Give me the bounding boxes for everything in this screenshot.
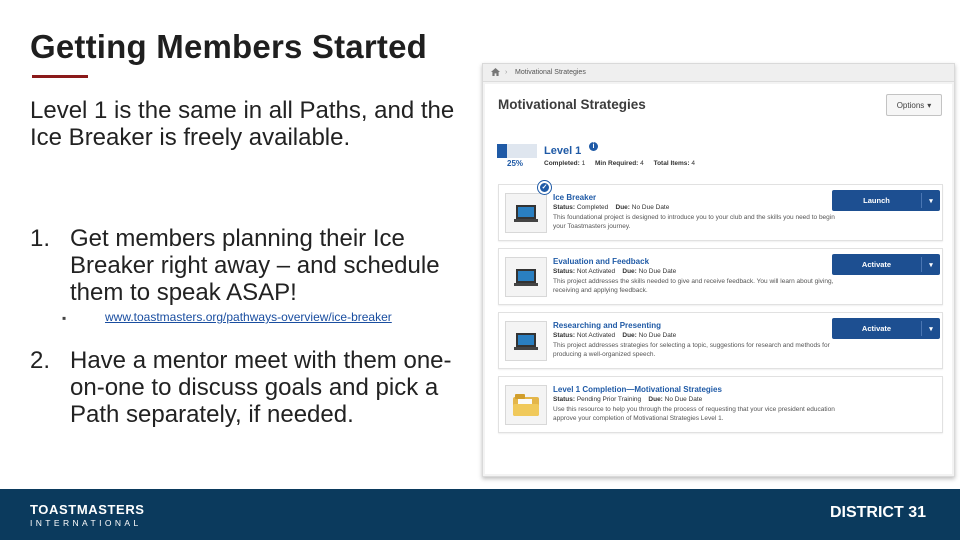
status-value: Pending Prior Training	[576, 396, 642, 403]
completed-label: Completed:	[544, 160, 580, 167]
project-title[interactable]: Researching and Presenting	[553, 321, 662, 330]
breadcrumb-separator: ›	[505, 69, 508, 76]
level-stats	[544, 160, 695, 167]
project-title[interactable]: Evaluation and Feedback	[553, 257, 650, 266]
status-value: Completed	[576, 204, 609, 211]
due-label: Due:	[648, 396, 663, 403]
due-value: No Due Date	[638, 332, 677, 339]
options-button[interactable]	[886, 94, 942, 116]
action-label: Activate	[861, 260, 892, 269]
project-card-researching	[498, 312, 943, 369]
min-required-value: 4	[640, 160, 644, 167]
activate-button[interactable]	[832, 318, 940, 339]
intro-text: Level 1 is the same in all Paths, and the Ice Breaker is freely available.	[30, 97, 455, 151]
project-title[interactable]: Ice Breaker	[553, 193, 597, 202]
project-status	[553, 396, 702, 403]
completed-check-icon: ✓	[538, 181, 551, 194]
chevron-down-icon[interactable]: ▾	[929, 325, 933, 333]
status-value: Not Activated	[576, 332, 616, 339]
project-status	[553, 204, 669, 211]
pathways-screenshot	[482, 63, 955, 477]
completed-value: 1	[581, 160, 586, 167]
chevron-down-icon: ▾	[927, 100, 932, 110]
project-status	[553, 332, 676, 339]
laptop-icon	[505, 321, 547, 361]
action-label: Activate	[861, 324, 892, 333]
toastmasters-logo	[30, 502, 145, 528]
level-progress	[497, 144, 537, 170]
project-card-level-completion	[498, 376, 943, 433]
square-bullet-icon: ▪	[62, 311, 67, 325]
level-title: Level 1	[544, 145, 582, 157]
list-item-1	[30, 225, 475, 315]
laptop-icon	[505, 257, 547, 297]
due-value: No Due Date	[664, 396, 703, 403]
project-description: Use this resource to help you through the process of requesting that your vice president education approve your completion of Motivational Strategies Level 1.	[553, 406, 835, 422]
list-item-2	[30, 347, 475, 457]
logo-line-2: INTERNATIONAL	[30, 518, 142, 528]
status-label: Status:	[553, 204, 576, 211]
footer-bar	[0, 489, 960, 540]
total-items-value: 4	[691, 160, 696, 167]
project-description: This project addresses strategies for selecting a topic, suggestions for research and methods for producing a well-organized speech.	[553, 342, 830, 358]
due-value: No Due Date	[638, 268, 677, 275]
project-title[interactable]: Level 1 Completion—Motivational Strategies	[553, 385, 722, 394]
chevron-down-icon[interactable]: ▾	[929, 261, 933, 269]
district-label: DISTRICT 31	[829, 504, 926, 521]
home-icon[interactable]	[491, 68, 500, 78]
list-text-1: Get members planning their Ice Breaker right away – and schedule them to speak ASAP!	[70, 225, 440, 306]
progress-fill	[497, 144, 507, 158]
progress-percent: 25%	[507, 159, 524, 168]
folder-icon	[505, 385, 547, 425]
project-description: This foundational project is designed to introduce you to your club and the skills you need to begin your Toastmasters journey.	[553, 214, 835, 230]
path-content	[485, 84, 952, 474]
project-card-ice-breaker	[498, 184, 943, 241]
due-label: Due:	[622, 268, 637, 275]
due-label: Due:	[622, 332, 637, 339]
launch-button[interactable]	[832, 190, 940, 211]
min-required-label: Min Required:	[595, 160, 639, 167]
activate-button[interactable]	[832, 254, 940, 275]
due-label: Due:	[615, 204, 630, 211]
status-value: Not Activated	[576, 268, 616, 275]
breadcrumb	[483, 64, 954, 82]
action-label: Launch	[863, 196, 890, 205]
ice-breaker-link[interactable]: www.toastmasters.org/pathways-overview/ice-breaker	[105, 310, 392, 324]
status-label: Status:	[553, 268, 576, 275]
info-icon[interactable]: i	[589, 142, 598, 151]
path-title: Motivational Strategies	[498, 97, 646, 112]
title-underline	[32, 75, 88, 78]
total-items-label: Total Items:	[653, 160, 690, 167]
project-status	[553, 268, 676, 275]
chevron-down-icon[interactable]: ▾	[929, 197, 933, 205]
logo-line-1: TOASTMASTERS	[30, 502, 145, 517]
breadcrumb-current[interactable]: Motivational Strategies	[515, 69, 586, 76]
slide-title: Getting Members Started	[30, 28, 428, 65]
status-label: Status:	[553, 396, 576, 403]
list-number-2: 2.	[30, 347, 51, 374]
list-text-2: Have a mentor meet with them one-on-one to discuss goals and pick a Path separately, if needed.	[70, 347, 452, 428]
project-description: This project addresses the skills needed to give and receive feedback. You will learn about giving, receiving and applying feedback.	[553, 278, 834, 294]
project-card-evaluation	[498, 248, 943, 305]
options-label: Options	[896, 100, 925, 110]
due-value: No Due Date	[631, 204, 670, 211]
list-number-1: 1.	[30, 225, 51, 252]
status-label: Status:	[553, 332, 576, 339]
laptop-icon	[505, 193, 547, 233]
